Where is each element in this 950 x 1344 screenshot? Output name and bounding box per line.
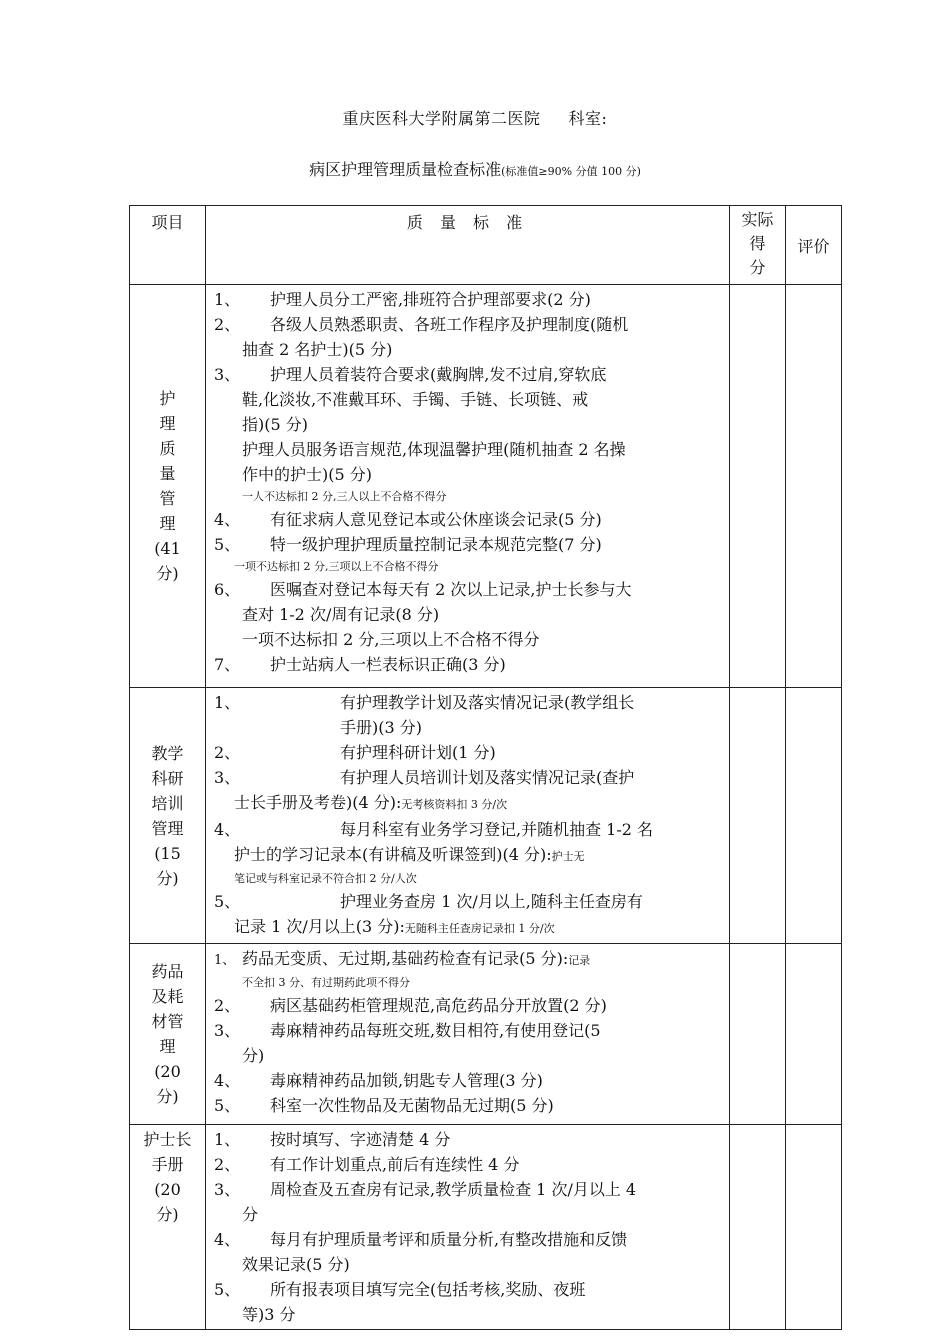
header-score: 实际 得 分 (730, 206, 786, 285)
standard-cell: 1、 药品无变质、无过期,基础药检查有记录(5 分):记录 不全扣 3 分、有过期药此项不得分 2、 病区基础药柜管理规范,高危药品分开放置(2 分) 3、 毒麻精神药品每班交班,数目相符,有使用登记(5 分) 4、 毒麻精神药品加锁,钥匙专人管理(3 分) 5、 科室一次性物品及无菌物品无过期(5 分) (206, 944, 730, 1125)
score-cell[interactable] (730, 1125, 786, 1330)
hospital-title (0, 106, 950, 129)
title-note: (标准值≥90% 分值 100 分) (501, 165, 641, 178)
score-cell[interactable] (730, 285, 786, 688)
category-cell: 药品 及耗 材管 理 (20 分) (130, 944, 206, 1125)
standard-cell: 1、 有护理教学计划及落实情况记录(教学组长 手册)(3 分) 2、 有护理科研计划(1 分) 3、 有护理人员培训计划及落实情况记录(查护 士长手册及考卷)(4 分):无考核资料扣 3 分/次 4、 每月科室有业务学习登记,并随机抽查 1-2 名 护士的学习记录本(有讲稿及听课签到)(4 分):护士无 笔记或与科室记录不符合扣 2 分/人次 5、 护理业务查房 1 次/月以上,随科主任查房有 记录 1 次/月以上(3 分):无随科主任查房记录扣 1 分/次 (206, 688, 730, 944)
table-row (130, 944, 842, 1125)
eval-cell[interactable] (786, 1125, 842, 1330)
standard-cell: 1、 护理人员分工严密,排班符合护理部要求(2 分) 2、 各级人员熟悉职责、各班工作程序及护理制度(随机 抽查 2 名护士)(5 分) 3、 护理人员着装符合要求(戴胸牌,发不过肩,穿软底 鞋,化淡妆,不准戴耳环、手镯、手链、长项链、戒 指)(5 分) 护理人员服务语言规范,体现温馨护理(随机抽查 2 名操 作中的护士)(5 分) 一人不达标扣 2 分,三人以上不合格不得分 4、 有征求病人意见登记本或公休座谈会记录(5 分) 5、 特一级护理护理质量控制记录本规范完整(7 分) 一项不达标扣 2 分,三项以上不合格不得分 6、 医嘱查对登记本每天有 2 次以上记录,护士长参与大 查对 1-2 次/周有记录(8 分) 一项不达标扣 2 分,三项以上不合格不得分 7、 护士站病人一栏表标识正确(3 分) (206, 285, 730, 688)
standard-cell: 1、 按时填写、字迹清楚 4 分 2、 有工作计划重点,前后有连续性 4 分 3、 周检查及五查房有记录,教学质量检查 1 次/月以上 4 分 4、 每月有护理质量考评和质量分析,有整改措施和反馈 效果记录(5 分) 5、 所有报表项目填写完全(包括考核,奖励、夜班 等)3 分 (206, 1125, 730, 1330)
header-eval: 评价 (786, 206, 842, 285)
category-cell: 护士长 手册 (20 分) (130, 1125, 206, 1330)
table-row (130, 285, 842, 688)
table-header-row (130, 206, 842, 285)
title-main: 病区护理管理质量检查标准 (309, 160, 502, 179)
category-cell: 教学 科研 培训 管理 (15 分) (130, 688, 206, 944)
eval-cell[interactable] (786, 944, 842, 1125)
inspection-table (129, 205, 842, 1330)
header-standard: 质 量 标 准 (206, 206, 730, 285)
category-cell: 护 理 质 量 管 理 (41 分) (130, 285, 206, 688)
header-item: 项目 (130, 206, 206, 285)
table-row (130, 688, 842, 944)
dept-label: 科室: (568, 109, 608, 128)
score-cell[interactable] (730, 944, 786, 1125)
table-row (130, 1125, 842, 1330)
score-cell[interactable] (730, 688, 786, 944)
document-title (0, 157, 950, 180)
eval-cell[interactable] (786, 688, 842, 944)
hospital-name: 重庆医科大学附属第二医院 (342, 109, 541, 128)
eval-cell[interactable] (786, 285, 842, 688)
